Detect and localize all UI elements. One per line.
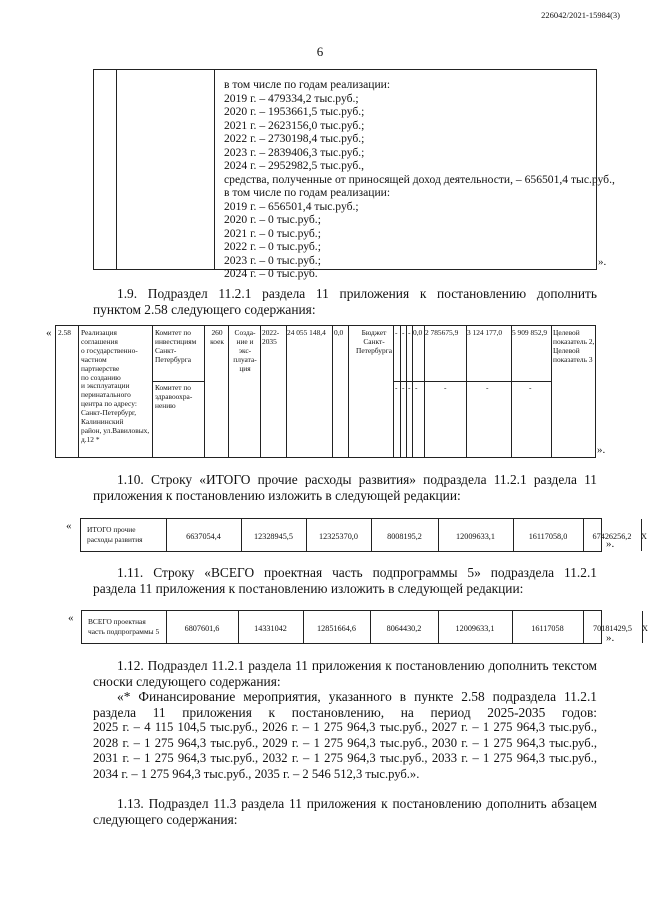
cell-line: Санкт- <box>155 345 177 355</box>
funding-line: в том числе по годам реализации: <box>224 186 391 199</box>
label-line: ИТОГО прочие <box>87 525 136 534</box>
cell-line: район, ул.Вавиловых, <box>81 425 150 435</box>
cell-line: ция <box>239 363 251 373</box>
dash: - <box>444 383 447 392</box>
paragraph-line: сноски следующего содержания: <box>93 673 281 689</box>
cell-line: Калининский <box>81 417 124 427</box>
cell-line: коек <box>210 336 224 346</box>
cell-line: соглашения <box>81 336 118 346</box>
paragraph-1-9 <box>93 286 597 317</box>
row-label <box>87 525 143 545</box>
dash: - <box>395 328 398 337</box>
value-cell: 14331042 <box>254 624 287 633</box>
funding-line: 2023 г. – 2839406,3 тыс.руб.; <box>224 145 365 159</box>
paragraph-line: раздела 11 приложения к постановлению изложить в следующей редакции: <box>93 580 524 596</box>
funding-line: 2020 г. – 0 тыс.руб.; <box>224 213 321 226</box>
label-line: расходы развития <box>87 535 143 544</box>
value-cell: 12009633,1 <box>456 532 495 541</box>
cell-line: партнерстве <box>81 363 120 373</box>
paragraph-1-13 <box>93 796 597 827</box>
cell-line: Комитет по <box>155 328 191 337</box>
cell-line: центра по адресу: <box>81 399 137 409</box>
dash: - <box>486 383 489 392</box>
paragraph-line: следующего содержания: <box>93 811 238 827</box>
dash: - <box>529 383 532 392</box>
dash: - <box>402 328 405 337</box>
funding-line: 2024 г. – 0 тыс.руб. <box>224 267 318 280</box>
cell-line: 2022- <box>262 328 280 337</box>
cell-line: Целевой <box>553 345 580 355</box>
value-cell: 8064430,2 <box>386 624 422 633</box>
cell-line: Санкт-Петербург, <box>81 408 137 418</box>
label-line: часть подпрограммы 5 <box>88 627 160 636</box>
paragraph-line: 2025 г. – 4 115 104,5 тыс.руб., 2026 г. – 1 275 964,3 тыс.руб., 2027 г. – 1 275 964,3 тыс.руб., <box>93 720 597 734</box>
cell-line: Санкт- <box>363 336 385 346</box>
cell-line: Бюджет <box>361 328 387 337</box>
funding-line: средства, полученные от приносящей доход деятельности, – 656501,4 тыс.руб., <box>224 172 615 186</box>
paragraph-line: 2028 г. – 1 275 964,3 тыс.руб., 2029 г. – 1 275 964,3 тыс.руб., 2030 г. – 1 275 964,3 тыс.руб., <box>93 735 597 750</box>
value-cell: 67426256,2 <box>592 532 632 541</box>
continuation-table <box>93 69 615 280</box>
cell-line: и эксплуатации <box>81 381 130 391</box>
dash: - <box>415 383 418 392</box>
funding-line: 2020 г. – 1953661,5 тыс.руб.; <box>224 105 365 118</box>
funding-breakdown <box>224 78 615 281</box>
cell-line: частном <box>81 354 107 364</box>
cell-line: Петербурга <box>155 354 192 364</box>
dash: - <box>408 383 411 392</box>
cell-line: ние и <box>236 336 254 346</box>
paragraph-line: «* Финансирование мероприятия, указанного в пункте 2.58 подраздела 11.2.1 <box>117 689 597 704</box>
value-cell: 70181429,5 <box>593 624 632 633</box>
label-line: ВСЕГО проектная <box>88 617 146 626</box>
value-cell: 12325370,0 <box>319 532 358 541</box>
opening-quote: « <box>66 520 72 532</box>
cell-line: Реализация <box>81 328 117 337</box>
funding-source <box>354 329 394 356</box>
table-item-2-58 <box>55 325 596 458</box>
paragraph-line: 1.10. Строку «ИТОГО прочие расходы развития» подраздела 11.2.1 раздела 11 <box>117 472 597 487</box>
paragraph-line: 2034 г. – 1 275 964,3 тыс.руб., 2035 г. – 2 546 512,3 тыс.руб.». <box>93 766 420 781</box>
paragraph-line: приложения к постановлению изложить в следующей редакции: <box>93 487 461 503</box>
value-cell: X <box>641 532 647 541</box>
value-cell: 16117058 <box>531 624 564 633</box>
page-number: 6 <box>316 44 324 59</box>
cell-line: нению <box>155 400 176 410</box>
value-cell: 12851664,6 <box>317 624 356 633</box>
cell-line: экс- <box>238 345 252 355</box>
value-cell: 6637054,4 <box>186 532 221 541</box>
cell-line: Петербурга <box>355 345 392 355</box>
executor-investment <box>155 329 203 365</box>
funding-line: 2019 г. – 479334,2 тыс.руб.; <box>224 91 359 105</box>
value-cell: 12009633,1 <box>455 624 495 633</box>
funding-line: 2024 г. – 2952982,5 тыс.руб., <box>224 159 365 172</box>
paragraph-1-12 <box>93 658 597 782</box>
item-number: 2.58 <box>58 328 71 337</box>
cell-line: Созда- <box>234 328 256 337</box>
cell-line: Целевой <box>553 328 580 337</box>
table-column-number <box>94 70 117 269</box>
paragraph-line: раздела 11 приложения к постановлению, на период 2025-2035 годов: <box>93 704 597 720</box>
value-total: 5 909 852,9 <box>512 328 548 337</box>
closing-quote: ». <box>598 256 607 268</box>
funding-line: 2022 г. – 2730198,4 тыс.руб.; <box>224 132 365 145</box>
value-cell: 12328945,5 <box>254 532 293 541</box>
closing-quote: ». <box>597 444 606 456</box>
total-cost: 24 055 148,4 <box>287 328 326 337</box>
paragraph-1-11 <box>93 565 597 596</box>
cell-line: плуата- <box>233 354 257 364</box>
capacity <box>206 329 228 347</box>
value-cell: 6807601,6 <box>184 624 220 633</box>
paragraph-line: 2031 г. – 1 275 964,3 тыс.руб., 2032 г. – 1 275 964,3 тыс.руб., 2033 г. – 1 275 964,3 тыс.руб., <box>93 751 597 765</box>
cell-line: показатель 3 <box>553 354 593 364</box>
value-2022: 2 785675,9 <box>425 328 459 337</box>
paragraph-line: 1.13. Подраздел 11.3 раздела 11 приложения к постановлению дополнить абзацем <box>117 796 597 811</box>
cell-line: показатель 2, <box>553 336 595 346</box>
funding-line: 2019 г. – 656501,4 тыс.руб.; <box>224 199 359 213</box>
paragraph-line: 1.12. Подраздел 11.2.1 раздела 11 приложения к постановлению дополнить текстом <box>117 658 597 673</box>
value-2021: 0,0 <box>413 328 423 337</box>
document-number: 226042/2021-15984(3) <box>541 10 620 20</box>
dash: - <box>402 383 405 392</box>
funding-line: 2022 г. – 0 тыс.руб.; <box>224 240 321 253</box>
cell-line: инвестициям <box>155 336 197 346</box>
cell-line: по созданию <box>81 372 121 382</box>
indicators <box>553 329 599 365</box>
paragraph-line: 1.11. Строку «ВСЕГО проектная часть подпрограммы 5» подраздела 11.2.1 <box>117 565 597 580</box>
stage <box>230 329 260 374</box>
opening-quote: « <box>46 327 52 339</box>
funding-line: 2021 г. – 0 тыс.руб.; <box>224 226 321 240</box>
cell-line: о государственно- <box>81 345 138 355</box>
cell-line: перинатального <box>81 390 131 400</box>
cell-line: 2035 <box>262 336 277 346</box>
cell-line: д.12 * <box>81 434 100 444</box>
table-column-name <box>116 70 215 269</box>
paragraph-line: пунктом 2.58 следующего содержания: <box>93 301 316 317</box>
closing-quote: ». <box>606 632 615 644</box>
row-vsego <box>81 610 648 644</box>
paragraph-line: 1.9. Подраздел 11.2.1 раздела 11 приложения к постановлению дополнить <box>117 286 597 301</box>
dash: - <box>408 328 411 337</box>
zero-value: 0,0 <box>334 328 344 337</box>
cell-line: Комитет по <box>155 383 191 392</box>
executor-health <box>155 384 203 411</box>
period <box>262 329 286 347</box>
cell-line: 260 <box>211 328 223 337</box>
funding-line: в том числе по годам реализации: <box>224 78 391 91</box>
cell-line: здравоохра- <box>155 391 193 401</box>
row-label <box>88 617 159 637</box>
closing-quote: ». <box>606 538 615 550</box>
funding-line: 2021 г. – 2623156,0 тыс.руб.; <box>224 118 365 132</box>
funding-line: 2023 г. – 0 тыс.руб.; <box>224 253 321 267</box>
value-cell: X <box>642 624 648 633</box>
paragraph-1-10 <box>93 472 597 503</box>
opening-quote: « <box>68 612 74 624</box>
row-itogo <box>80 518 647 552</box>
activity-name <box>81 329 153 445</box>
value-cell: 16117058,0 <box>528 532 568 541</box>
dash: - <box>395 383 398 392</box>
value-cell: 8008195,2 <box>387 532 422 541</box>
value-2023: 3 124 177,0 <box>467 328 503 337</box>
